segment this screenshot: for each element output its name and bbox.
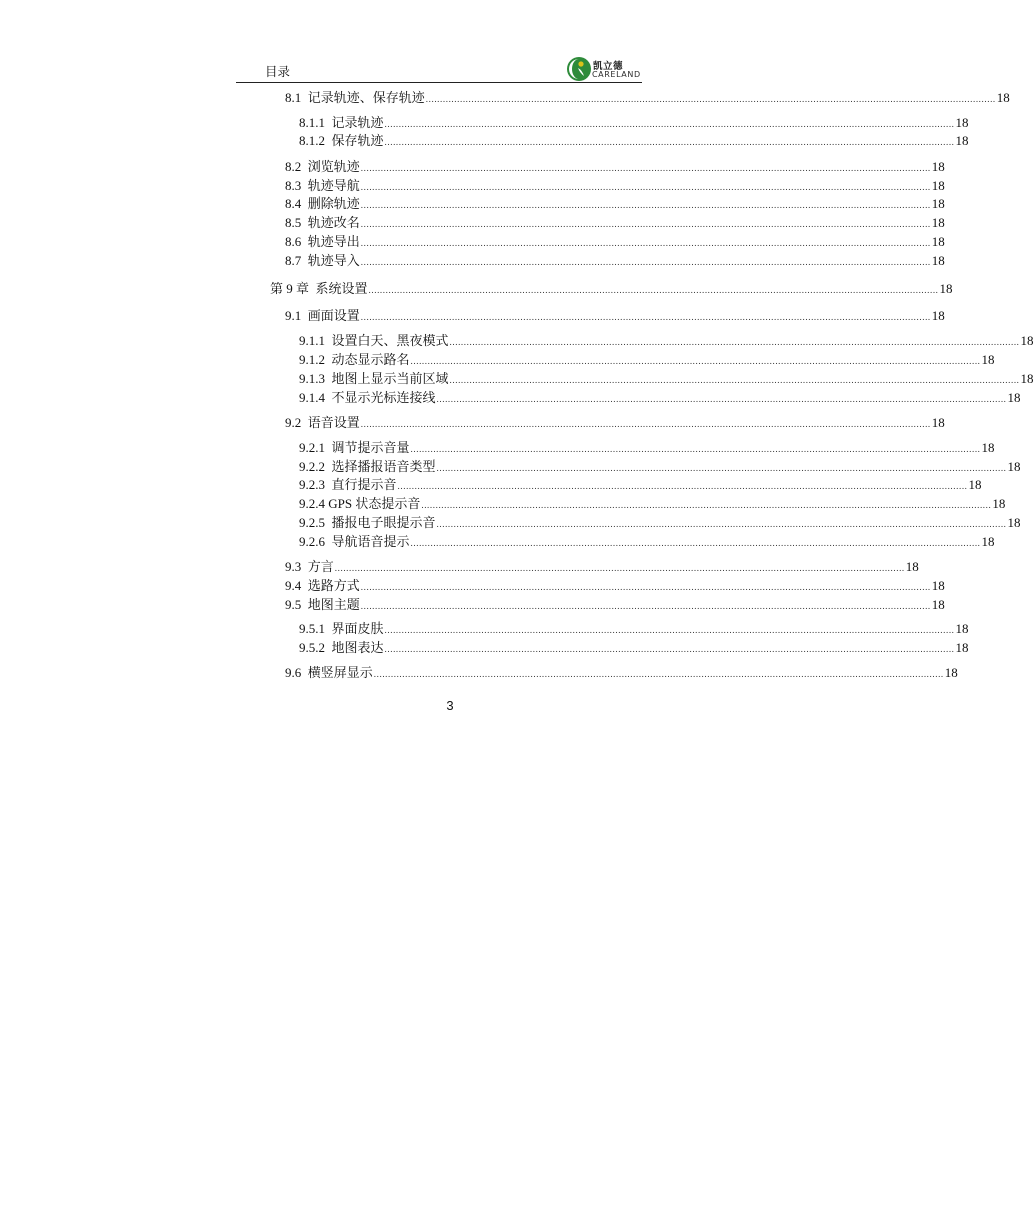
- toc-entry[interactable]: [299, 515, 1021, 531]
- toc-entry-page: 18: [931, 578, 945, 593]
- toc-entry[interactable]: [270, 281, 953, 297]
- toc-entry-page: 18: [996, 90, 1010, 105]
- toc-entry-title: 9.2.2 选择播报语音类型: [299, 459, 436, 474]
- toc-entry[interactable]: [299, 352, 995, 368]
- toc-dot-leader: ........................................................................................................................................................................................................: [449, 337, 1020, 347]
- toc-entry-title: 9.5 地图主题: [285, 597, 360, 612]
- toc-entry-page: 18: [981, 352, 995, 367]
- toc-entry-page: 18: [905, 559, 919, 574]
- toc-entry-title: 8.2 浏览轨迹: [285, 159, 360, 174]
- toc-dot-leader: ........................................................................................................................................................................................................: [436, 463, 1007, 473]
- toc-entry-title: 8.1.1 记录轨迹: [299, 115, 384, 130]
- toc-entry[interactable]: [299, 496, 1006, 512]
- toc-entry-page: 18: [931, 597, 945, 612]
- toc-entry-title: 8.6 轨迹导出: [285, 234, 360, 249]
- toc-dot-leader: ........................................................................................................................................................................................................: [360, 312, 931, 322]
- toc-entry-page: 18: [955, 115, 969, 130]
- toc-entry[interactable]: [285, 178, 945, 194]
- toc-entry[interactable]: [299, 371, 1034, 387]
- toc-entry-page: 18: [931, 308, 945, 323]
- toc-dot-leader: ........................................................................................................................................................................................................: [449, 375, 1020, 385]
- toc-entry-page: 18: [992, 496, 1006, 511]
- toc-dot-leader: ........................................................................................................................................................................................................: [360, 238, 931, 248]
- toc-entry-title: 9.2.3 直行提示音: [299, 477, 397, 492]
- toc-entry-page: 18: [931, 178, 945, 193]
- toc-entry[interactable]: [285, 559, 919, 575]
- toc-dot-leader: ........................................................................................................................................................................................................: [410, 538, 981, 548]
- toc-entry[interactable]: [299, 333, 1034, 349]
- toc-entry-title: 8.7 轨迹导入: [285, 253, 360, 268]
- toc-entry-page: 18: [931, 215, 945, 230]
- toc-entry-title: 9.2.1 调节提示音量: [299, 440, 410, 455]
- toc-entry[interactable]: [285, 597, 945, 613]
- toc-entry[interactable]: [285, 90, 1010, 106]
- toc-dot-leader: ........................................................................................................................................................................................................: [397, 481, 968, 491]
- toc-entry-page: 18: [955, 640, 969, 655]
- toc-dot-leader: ........................................................................................................................................................................................................: [360, 582, 931, 592]
- toc-entry[interactable]: [285, 159, 945, 175]
- toc-entry-page: 18: [944, 665, 958, 680]
- toc-entry-title: 8.3 轨迹导航: [285, 178, 360, 193]
- toc-entry-title: 8.1.2 保存轨迹: [299, 133, 384, 148]
- toc-entry-title: 9.2.5 播报电子眼提示音: [299, 515, 436, 530]
- toc-entry-page: 18: [1007, 390, 1021, 405]
- toc-dot-leader: ........................................................................................................................................................................................................: [436, 394, 1007, 404]
- toc-entry-page: 18: [931, 234, 945, 249]
- careland-logo: [566, 56, 646, 82]
- toc-entry[interactable]: [285, 253, 945, 269]
- toc-dot-leader: ........................................................................................................................................................................................................: [360, 257, 931, 267]
- toc-entry-title: 9.4 选路方式: [285, 578, 360, 593]
- toc-entry[interactable]: [299, 640, 969, 656]
- toc-entry-title: 8.5 轨迹改名: [285, 215, 360, 230]
- toc-entry-page: 18: [931, 159, 945, 174]
- toc-entry[interactable]: [285, 308, 945, 324]
- toc-entry-title: 9.1.3 地图上显示当前区域: [299, 371, 449, 386]
- toc-dot-leader: ........................................................................................................................................................................................................: [360, 163, 931, 173]
- toc-entry-title: 9.3 方言: [285, 559, 334, 574]
- toc-entry-title: 9.1.1 设置白天、黑夜模式: [299, 333, 449, 348]
- toc-entry-title: 9.5.1 界面皮肤: [299, 621, 384, 636]
- toc-entry[interactable]: [285, 196, 945, 212]
- toc-entry-page: 18: [1020, 371, 1034, 386]
- toc-entry[interactable]: [299, 459, 1021, 475]
- header-divider: [236, 82, 642, 83]
- toc-dot-leader: ........................................................................................................................................................................................................: [410, 356, 981, 366]
- toc-dot-leader: ........................................................................................................................................................................................................: [384, 644, 955, 654]
- toc-entry-page: 18: [931, 415, 945, 430]
- toc-entry-page: 18: [931, 196, 945, 211]
- toc-entry-title: 9.2.4 GPS 状态提示音: [299, 496, 421, 511]
- careland-logo-icon: [566, 56, 592, 82]
- toc-dot-leader: ........................................................................................................................................................................................................: [368, 285, 939, 295]
- toc-dot-leader: ........................................................................................................................................................................................................: [360, 219, 931, 229]
- logo-name-en: CARELAND: [592, 70, 641, 79]
- toc-entry[interactable]: [299, 390, 1021, 406]
- toc-entry[interactable]: [299, 621, 969, 637]
- logo-name-cn: 凯立德: [593, 61, 624, 72]
- toc-entry-title: 9.1 画面设置: [285, 308, 360, 323]
- toc-entry-page: 18: [1007, 459, 1021, 474]
- toc-entry-title: 第 9 章 系统设置: [270, 281, 368, 296]
- toc-dot-leader: ........................................................................................................................................................................................................: [360, 182, 931, 192]
- page-number: 3: [446, 698, 454, 713]
- toc-dot-leader: ........................................................................................................................................................................................................: [421, 500, 992, 510]
- toc-dot-leader: ........................................................................................................................................................................................................: [360, 601, 931, 611]
- toc-entry-title: 9.1.2 动态显示路名: [299, 352, 410, 367]
- toc-entry[interactable]: [299, 534, 995, 550]
- toc-entry-page: 18: [955, 133, 969, 148]
- toc-entry-page: 18: [931, 253, 945, 268]
- toc-entry-page: 18: [1007, 515, 1021, 530]
- toc-entry-page: 18: [981, 534, 995, 549]
- toc-entry-title: 9.1.4 不显示光标连接线: [299, 390, 436, 405]
- toc-entry[interactable]: [299, 440, 995, 456]
- toc-entry-title: 9.2 语音设置: [285, 415, 360, 430]
- toc-entry[interactable]: [285, 415, 945, 431]
- toc-entry[interactable]: [299, 477, 982, 493]
- toc-entry-title: 9.2.6 导航语音提示: [299, 534, 410, 549]
- toc-dot-leader: ........................................................................................................................................................................................................: [373, 669, 944, 679]
- toc-dot-leader: ........................................................................................................................................................................................................: [425, 94, 996, 104]
- toc-entry-title: 8.4 删除轨迹: [285, 196, 360, 211]
- toc-dot-leader: ........................................................................................................................................................................................................: [360, 200, 931, 210]
- toc-entry[interactable]: [299, 115, 969, 131]
- toc-entry[interactable]: [285, 665, 958, 681]
- toc-entry[interactable]: [299, 133, 969, 149]
- toc-dot-leader: ........................................................................................................................................................................................................: [436, 519, 1007, 529]
- toc-entry-title: 9.5.2 地图表达: [299, 640, 384, 655]
- toc-entry-page: 18: [1020, 333, 1034, 348]
- toc-entry[interactable]: [285, 234, 945, 250]
- toc-entry-page: 18: [955, 621, 969, 636]
- toc-entry[interactable]: [285, 215, 945, 231]
- toc-entry-page: 18: [939, 281, 953, 296]
- toc-dot-leader: ........................................................................................................................................................................................................: [384, 119, 955, 129]
- toc-entry-title: 9.6 横竖屏显示: [285, 665, 373, 680]
- toc-entry[interactable]: [285, 578, 945, 594]
- toc-dot-leader: ........................................................................................................................................................................................................: [410, 444, 981, 454]
- toc-entry-title: 8.1 记录轨迹、保存轨迹: [285, 90, 425, 105]
- header-title: 目录: [265, 65, 291, 79]
- toc-dot-leader: ........................................................................................................................................................................................................: [384, 137, 955, 147]
- toc-dot-leader: ........................................................................................................................................................................................................: [334, 563, 905, 573]
- toc-entry-page: 18: [968, 477, 982, 492]
- toc-dot-leader: ........................................................................................................................................................................................................: [360, 419, 931, 429]
- toc-dot-leader: ........................................................................................................................................................................................................: [384, 625, 955, 635]
- toc-entry-page: 18: [981, 440, 995, 455]
